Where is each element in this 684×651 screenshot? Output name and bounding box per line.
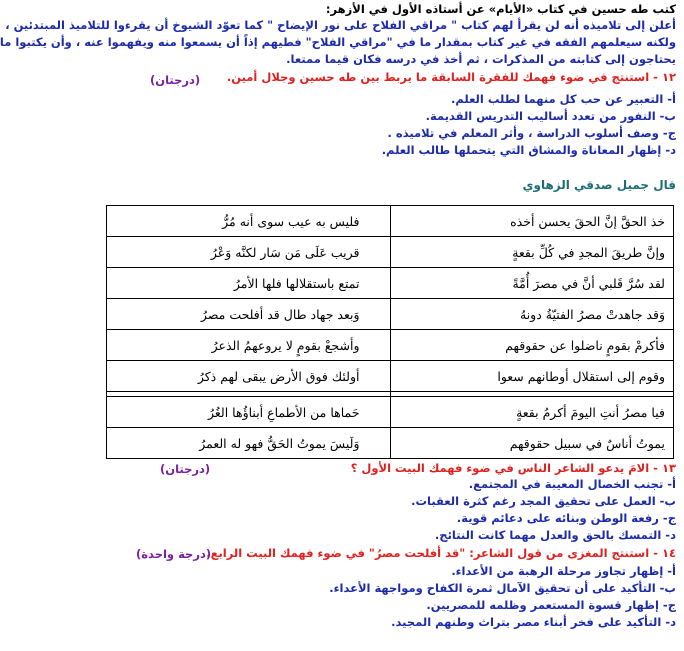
question-14-mark: (درجة واحدة) xyxy=(136,547,212,561)
question-12-option-d: د- إظهار المعاناة والمشاق التي يتحملها طالب العلم. xyxy=(381,143,676,157)
question-14-option-b: ب- التأكيد على أن تحقيق الآمال ثمرة الكفاح ومواجهة الأعداء. xyxy=(329,581,676,595)
poem-row xyxy=(107,237,674,268)
poet-label: قال جميل صدقي الزهاوي xyxy=(522,178,676,192)
poem-verse-second-half: فليس به عيب سوى أنه مُرُّ xyxy=(107,206,391,237)
poem-row xyxy=(107,428,674,459)
poem-verse-first-half: وقوم إلى استقلال أوطانهم سعوا xyxy=(390,361,674,392)
question-12-option-c: ج- وصف أسلوب الدراسة ، وأثر المعلم في تلاميذه . xyxy=(387,126,676,140)
poem-verse-second-half: أولئك فوق الأرض يبقى لهم ذكرُ xyxy=(107,361,391,392)
poem-verse-first-half: وإنَّ طريقَ المجدِ في كُلِّ بقعةٍ xyxy=(390,237,674,268)
poem-row xyxy=(107,361,674,392)
intro-title: كتب طه حسين في كتاب «الأيام» عن أستاذه الأول في الأزهر: xyxy=(325,2,676,16)
question-12-mark: (درجتان) xyxy=(150,73,201,87)
poem-verse-first-half: لقد سُرَّ قَلبي أنَّ في مصرَ أُمَّةً xyxy=(390,268,674,299)
poem-verse-first-half: وَقد جاهدتْ مصرُ الفتيّةُ دونهُ xyxy=(390,299,674,330)
poem-verse-first-half: يموتُ أناسٌ في سبيل حقوقهم xyxy=(390,428,674,459)
poem-verse-second-half: وَلَيسَ يموتُ الحَقُّ فهو له العمرُ xyxy=(107,428,391,459)
question-13-mark: (درجتان) xyxy=(160,462,211,476)
intro-line-2: ولكنه سيعلمهم الفقه في غير كتاب بمقدار ما في "مراقي الفلاح" فطيهم إذاً أن يسمعوا منه ويفهموا عنه ، وأن يكتبوا ما xyxy=(0,35,676,49)
question-12: ١٢ - استنتج في ضوء فهمك للفقرة السابقة ما يربط بين طه حسين وجلال أمين. xyxy=(226,70,676,84)
poem-table xyxy=(106,205,674,459)
poem-verse-second-half: حَماها من الأطماعِ أبناؤُها الغُرُ xyxy=(107,397,391,428)
question-13-option-d: د- التمسك بالحق والعدل مهما كانت النتائج. xyxy=(434,528,676,542)
question-14-option-a: أ- إظهار تجاوز مرحلة الرهبة من الأعداء. xyxy=(451,564,676,578)
poem-verse-second-half: وَبعد جهاد طال قد أفلحت مصرُ xyxy=(107,299,391,330)
question-14-option-c: ج- إظهار قسوة المستعمر وظلمه للمصريين. xyxy=(426,598,676,612)
poem-verse-first-half: فيا مصرُ أنتِ اليومَ أكرمُ بقعةٍ xyxy=(390,397,674,428)
question-12-option-a: أ- التعبير عن حب كل منهما لطلب العلم. xyxy=(450,92,676,106)
question-13-option-c: ج- رفعة الوطن وبنائه على دعائم قوية. xyxy=(456,511,676,525)
poem-verse-first-half: فأكرمْ بقومٍ ناضلوا عن حقوقهم xyxy=(390,330,674,361)
poem-row xyxy=(107,268,674,299)
intro-line-1: أعلن إلى تلاميذه أنه لن يقرأ لهم كتاب " مراقي الفلاح على نور الإيضاح " كما تعوّد الشيوخ أن يقرءوا للتلاميذ المبتدئين ، xyxy=(5,18,676,32)
poem-verse-second-half: وأشجعْ بقومٍ لا يروعهمُ الذعرُ xyxy=(107,330,391,361)
question-13-option-b: ب- العمل على تحقيق المجد رغم كثرة العقبات. xyxy=(411,494,676,508)
poem-row xyxy=(107,299,674,330)
intro-line-3: يحتاجون إلى كتابته من المذكرات ، ثم أخذ في درسه فكان قيما ممتعا. xyxy=(286,52,676,66)
poem-verse-second-half: تمتع باستقلالها فلها الأمرُ xyxy=(107,268,391,299)
question-14: ١٤ - استنتج المغزى من قول الشاعر: "قد أفلحت مصرُ" في ضوء فهمك البيت الرابع. xyxy=(206,546,676,560)
poem-row xyxy=(107,330,674,361)
question-14-option-d: د- التأكيد على فخر أبناء مصر بتراث وطنهم المجيد. xyxy=(391,615,676,629)
poem-verse-second-half: قريب عَلَى مَن سَار لكنَّه وَعْرُ xyxy=(107,237,391,268)
question-12-option-b: ب- النفور من تعدد أساليب التدريس القديمة. xyxy=(425,109,676,123)
poem-row xyxy=(107,206,674,237)
poem-row xyxy=(107,397,674,428)
poem-verse-first-half: خذ الحقَّ إنَّ الحقَ يحسن أخذه xyxy=(390,206,674,237)
question-13-option-a: أ- تجنب الخصال المعيبة في المجتمع. xyxy=(468,477,676,491)
question-13: ١٣ - الامَ يدعو الشاعر الناس في ضوء فهمك البيت الأول ؟ xyxy=(350,461,676,475)
